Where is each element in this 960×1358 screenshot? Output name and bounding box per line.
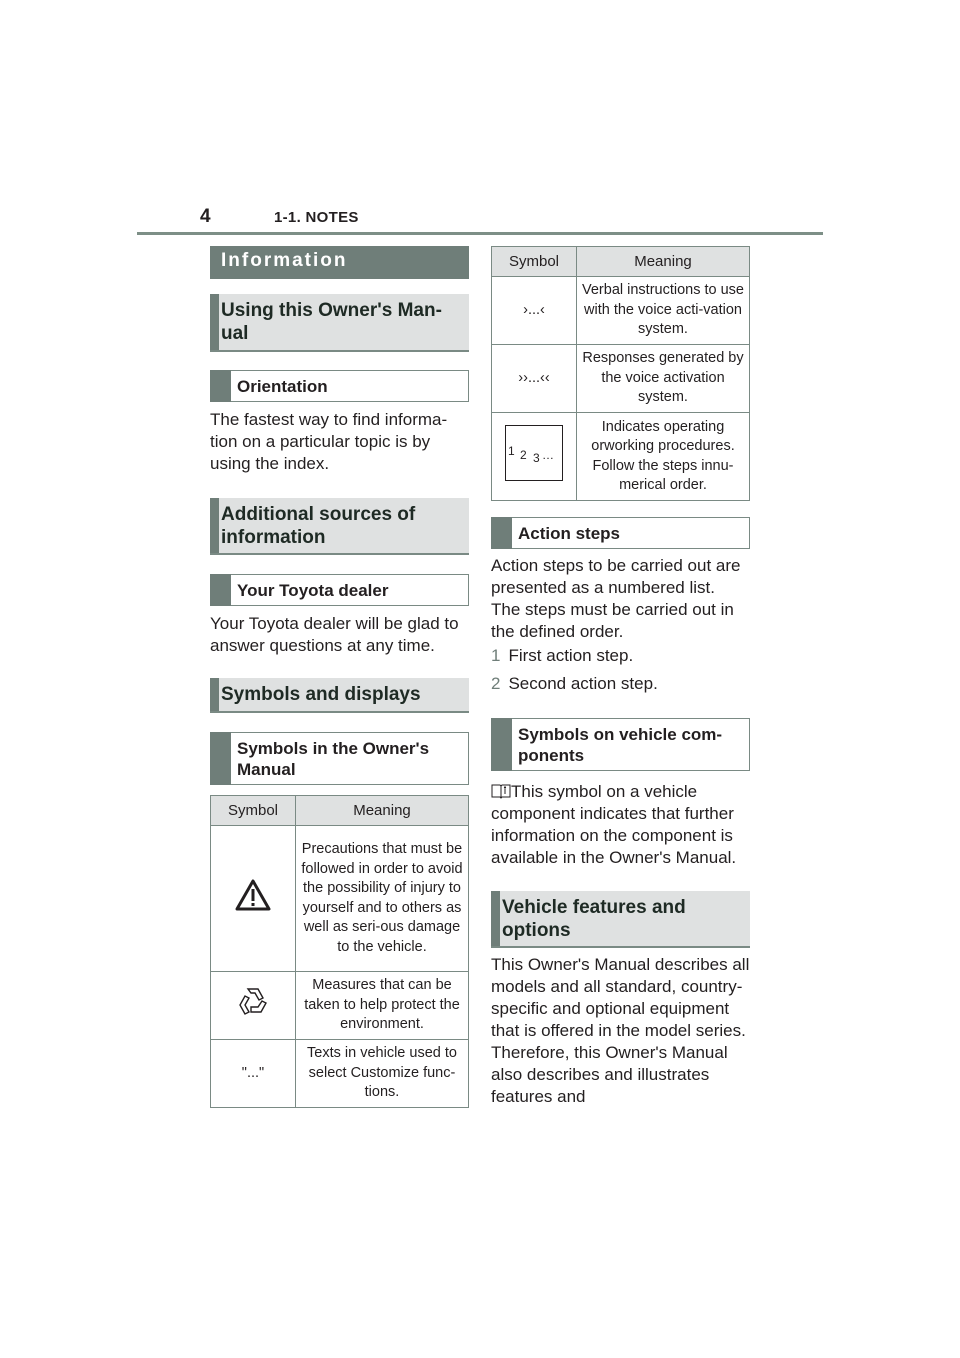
orientation-heading	[210, 370, 469, 402]
table-cell-meaning: Texts in vehicle used to select Customize func-tions.	[296, 1040, 469, 1108]
action-steps-text: Action steps to be carried out are presented as a numbered list. The steps must be carried out in the defined order.	[491, 556, 741, 641]
table-cell-symbol: ››...‹‹	[492, 345, 577, 413]
using-manual-heading-text: Using this Owner's Man-ual	[221, 300, 442, 344]
orientation-heading-text: Orientation	[237, 376, 328, 396]
step-number: 1	[491, 646, 501, 665]
step-label: First action step.	[508, 646, 634, 665]
dealer-heading	[210, 574, 469, 606]
warning-triangle-icon	[211, 826, 296, 972]
vehicle-symbols-text: This symbol on a vehicle component indicates that further information on the component is available in the Owner's Manual.	[491, 782, 737, 867]
vehicle-features-text: This Owner's Manual describes all models and all standard, country-specific and optional equipment that is offered in the model series. Therefore, this Owner's Manual also describes and illustrates features and	[491, 955, 750, 1106]
numbered-steps-icon: 1 2 3 …	[492, 413, 577, 501]
section-title: 1-1. NOTES	[274, 209, 359, 226]
vehicle-symbols-heading	[491, 718, 750, 771]
vehicle-features-heading	[491, 891, 750, 948]
vehicle-symbols-text-block	[491, 781, 751, 869]
table-cell-meaning: Responses generated by the voice activation system.	[577, 345, 750, 413]
step-number: 2	[491, 674, 501, 693]
symbols-displays-heading	[210, 678, 469, 713]
additional-sources-heading-text: Additional sources of information	[221, 503, 416, 548]
table-row	[492, 345, 750, 413]
page-number: 4	[200, 206, 211, 227]
table-row	[211, 972, 469, 1040]
action-step-1	[491, 645, 750, 667]
table-cell-meaning: Measures that can be taken to help protect the environment.	[296, 972, 469, 1040]
table-row	[211, 1040, 469, 1108]
table-header-row	[211, 796, 469, 826]
table-cell-meaning: Indicates operating orworking procedures. Follow the steps innu-merical order.	[577, 413, 750, 501]
dealer-heading-text: Your Toyota dealer	[237, 580, 389, 600]
using-manual-heading	[210, 294, 469, 352]
table-header-symbol: Symbol	[492, 247, 577, 277]
table-cell-symbol: ›...‹	[492, 277, 577, 345]
vehicle-symbols-heading-text: Symbols on vehicle com-ponents	[518, 724, 723, 765]
symbols-displays-heading-text: Symbols and displays	[221, 684, 421, 705]
information-heading: Information	[210, 246, 469, 279]
table-header-meaning: Meaning	[296, 796, 469, 826]
additional-sources-heading	[210, 498, 469, 555]
recycle-icon	[211, 972, 296, 1040]
table-header-symbol: Symbol	[211, 796, 296, 826]
table-cell-meaning: Verbal instructions to use with the voice acti-vation system.	[577, 277, 750, 345]
table-header-meaning: Meaning	[577, 247, 750, 277]
symbols-manual-heading-text: Symbols in the Owner's Manual	[237, 738, 430, 779]
vehicle-features-heading-text: Vehicle features and options	[502, 896, 686, 941]
table-row	[211, 826, 469, 972]
symbols-table-left	[210, 795, 469, 1108]
symbols-manual-heading	[210, 732, 469, 785]
action-steps-heading-text: Action steps	[518, 523, 621, 543]
symbols-table-right	[491, 246, 750, 501]
step-label: Second action step.	[508, 674, 658, 693]
header-rule	[137, 232, 823, 235]
table-cell-meaning: Precautions that must be followed in order to avoid the possibility of injury to yourself and to others as well as seri-ous damage to the vehicle.	[296, 826, 469, 972]
table-cell-symbol: "..."	[211, 1040, 296, 1108]
orientation-text: The fastest way to find informa-tion on a particular topic is by using the index.	[210, 410, 448, 473]
table-row	[492, 277, 750, 345]
action-step-2	[491, 673, 750, 695]
dealer-text: Your Toyota dealer will be glad to answer questions at any time.	[210, 614, 459, 655]
action-steps-heading	[491, 517, 750, 549]
table-row	[492, 413, 750, 501]
table-header-row	[492, 247, 750, 277]
manual-book-icon	[491, 783, 511, 799]
